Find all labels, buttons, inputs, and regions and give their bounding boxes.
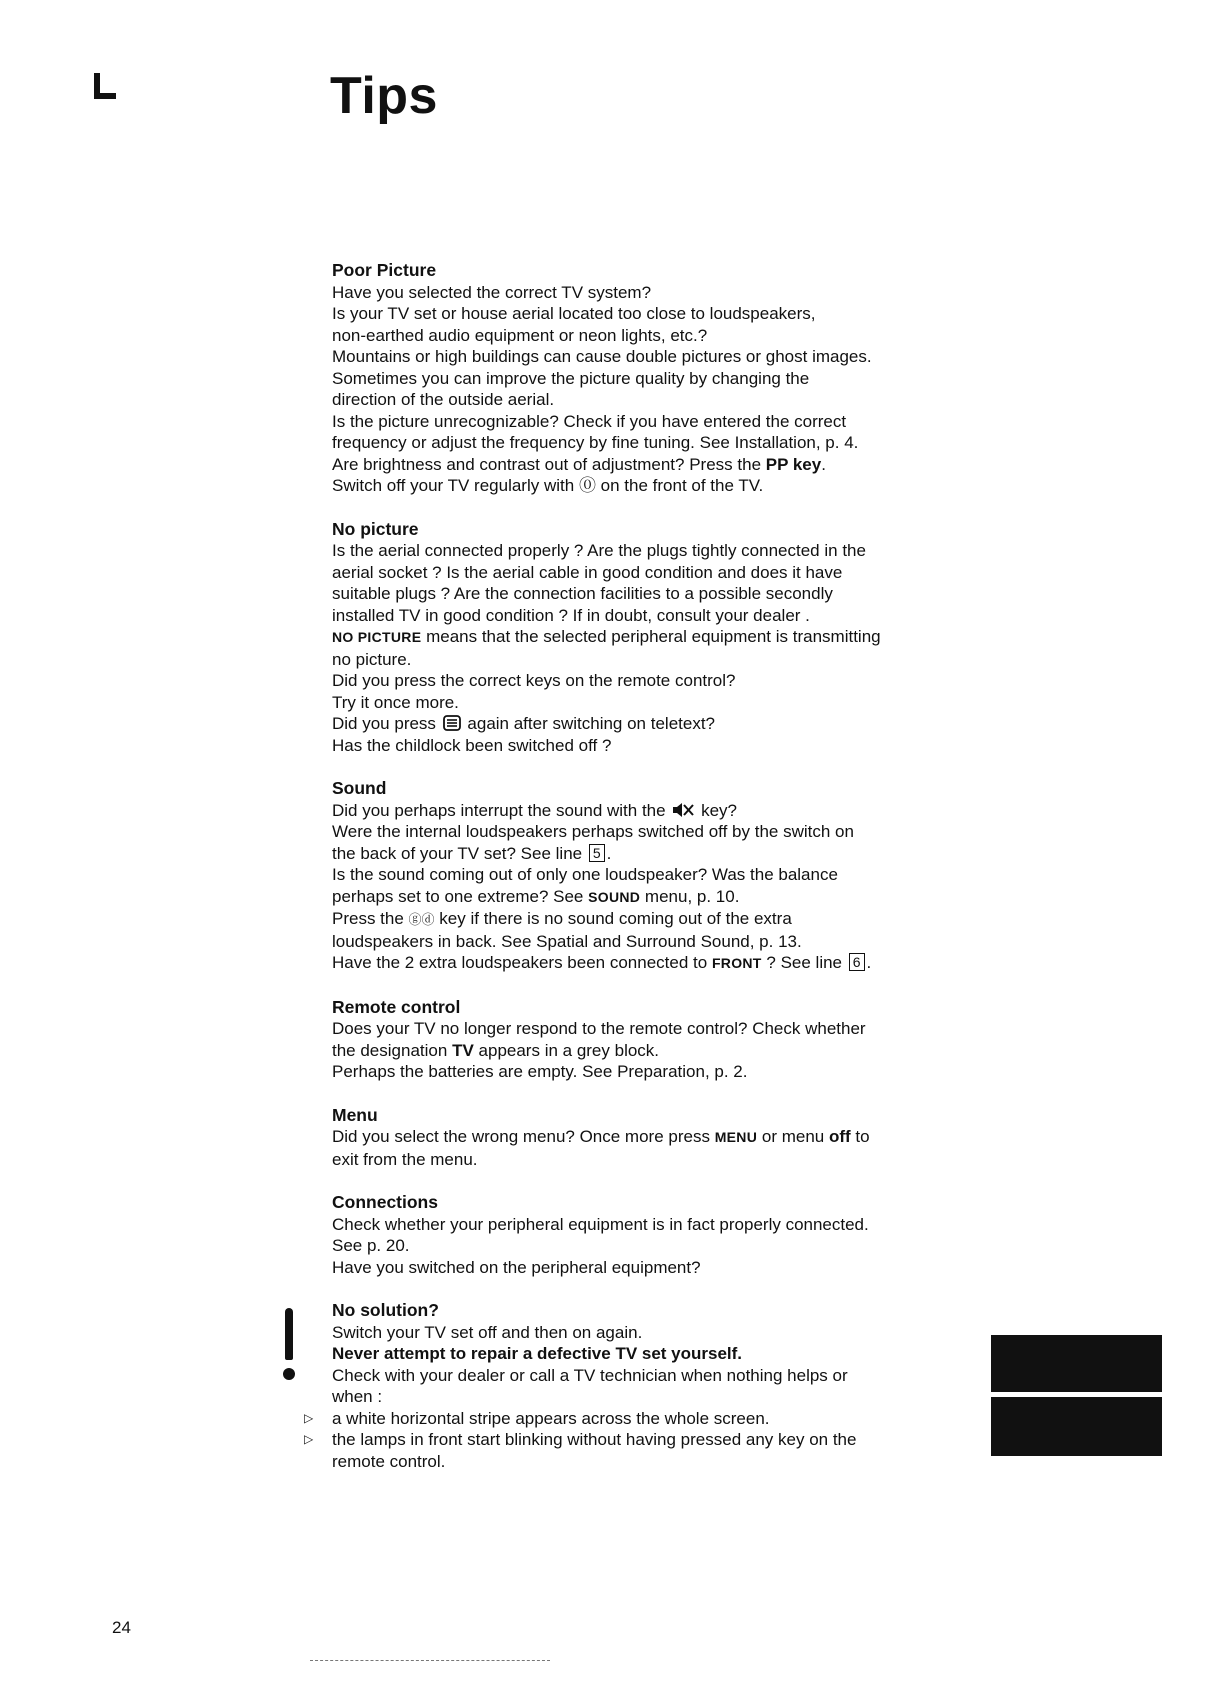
text-line: no picture.	[332, 649, 412, 669]
text-line: Did you perhaps interrupt the sound with the key?	[332, 800, 737, 820]
text-line: Check whether your peripheral equipment is in fact properly connected.	[332, 1214, 869, 1234]
text-line: when :	[332, 1387, 383, 1406]
text-line: non-earthed audio equipment or neon lights, etc.?	[332, 325, 708, 345]
text-line: the designation TV appears in a grey block.	[332, 1040, 660, 1060]
text-line: perhaps set to one extreme? See SOUND menu, p. 10.	[332, 886, 740, 906]
text-line: remote control.	[332, 1451, 446, 1471]
text-line: Is your TV set or house aerial located too close to loudspeakers,	[332, 304, 816, 323]
section-heading: No solution?	[332, 1300, 439, 1320]
text-line: Were the internal loudspeakers perhaps switched off by the switch on	[332, 822, 854, 841]
page-title: Tips	[330, 67, 438, 125]
power-icon: ⓪	[578, 476, 596, 495]
text-line: suitable plugs ? Are the connection facilities to a possible secondly	[332, 584, 833, 603]
text-line: Perhaps the batteries are empty. See Preparation, p. 2.	[332, 1062, 748, 1081]
text-line: Have you switched on the peripheral equipment?	[332, 1257, 701, 1277]
section-sound	[332, 778, 972, 975]
section-heading: Sound	[332, 778, 387, 798]
text-line: direction of the outside aerial.	[332, 390, 555, 409]
text-line: aerial socket ? Is the aerial cable in good condition and does it have	[332, 562, 843, 582]
warning-text: Never attempt to repair a defective TV set yourself.	[332, 1344, 743, 1363]
section-heading: No picture	[332, 518, 419, 539]
text-line: Has the childlock been switched off ?	[332, 735, 612, 755]
line-number-box: 5	[589, 844, 605, 862]
tv-designation: TV	[452, 1040, 474, 1060]
text-line: Is the aerial connected properly ? Are the plugs tightly connected in the	[332, 541, 866, 560]
tips-content	[304, 260, 972, 1494]
mute-icon	[672, 802, 694, 818]
surround-icon: ⓖⓓ	[408, 912, 435, 927]
text-line: Is the picture unrecognizable? Check if you have entered the correct	[332, 411, 847, 431]
text-line: Sometimes you can improve the picture quality by changing the	[332, 368, 810, 388]
text-line: Are brightness and contrast out of adjustment? Press the PP key.	[332, 454, 826, 474]
text-line: Try it once more.	[332, 692, 459, 712]
section-no-solution	[304, 1300, 972, 1472]
bullet-item: ▷ the lamps in front start blinking without having pressed any key on the	[304, 1430, 857, 1449]
side-tab	[991, 1397, 1162, 1456]
text-line: Did you press again after switching on teletext?	[332, 714, 716, 733]
section-no-picture	[332, 519, 972, 757]
section-poor-picture	[332, 260, 972, 497]
text-line: exit from the menu.	[332, 1149, 478, 1169]
page-number: 24	[112, 1618, 131, 1637]
triangle-bullet-icon: ▷	[304, 1432, 314, 1446]
text-line: the back of your TV set? See line 5 .	[332, 843, 612, 863]
side-tab	[991, 1335, 1162, 1392]
text-line: installed TV in good condition ? If in doubt, consult your dealer .	[332, 605, 810, 625]
off-label: off	[828, 1127, 851, 1146]
text-line: Mountains or high buildings can cause double pictures or ghost images.	[332, 347, 872, 366]
text-line: frequency or adjust the frequency by fine tuning. See Installation, p. 4.	[332, 433, 859, 452]
section-remote-control	[332, 997, 972, 1083]
text-line: NO PICTURE means that the selected peripheral equipment is transmitting	[332, 627, 881, 646]
text-line: Have the 2 extra loudspeakers been connected to FRONT ? See line 6 .	[332, 953, 872, 972]
section-menu	[332, 1105, 972, 1171]
text-line: Did you select the wrong menu? Once more press MENU or menu off to	[332, 1127, 870, 1146]
text-line: Is the sound coming out of only one loudspeaker? Was the balance	[332, 865, 838, 884]
text-line: Have you selected the correct TV system?	[332, 282, 652, 302]
section-connections	[332, 1192, 972, 1278]
section-heading: Connections	[332, 1192, 438, 1212]
section-heading: Poor Picture	[332, 260, 437, 280]
text-line: See p. 20.	[332, 1236, 410, 1255]
section-heading: Menu	[332, 1104, 378, 1125]
line-number-box: 6	[849, 953, 865, 971]
sound-key-label: SOUND	[588, 888, 641, 905]
bullet-item: ▷ a white horizontal stripe appears across the whole screen.	[304, 1408, 770, 1428]
text-line: Check with your dealer or call a TV technician when nothing helps or	[332, 1365, 848, 1385]
front-key-label: FRONT	[711, 955, 762, 971]
text-line: Switch your TV set off and then on again.	[332, 1322, 643, 1342]
text-line: Press the ⓖⓓ key if there is no sound coming out of the extra	[332, 909, 792, 928]
text-line: loudspeakers in back. See Spatial and Surround Sound, p. 13.	[332, 931, 802, 951]
scan-artifact	[310, 1660, 550, 1661]
section-heading: Remote control	[332, 996, 461, 1017]
triangle-bullet-icon: ▷	[304, 1410, 314, 1425]
teletext-icon	[443, 715, 461, 731]
no-picture-key-label: NO PICTURE	[332, 629, 422, 645]
text-line: Does your TV no longer respond to the remote control? Check whether	[332, 1019, 866, 1038]
menu-key-label: MENU	[714, 1129, 758, 1145]
text-line: Did you press the correct keys on the remote control?	[332, 671, 736, 690]
exclamation-icon	[281, 1308, 297, 1386]
pp-key-label: PP key	[765, 454, 822, 474]
corner-mark	[94, 73, 116, 99]
text-line: Switch off your TV regularly with ⓪ on the front of the TV.	[332, 476, 764, 495]
